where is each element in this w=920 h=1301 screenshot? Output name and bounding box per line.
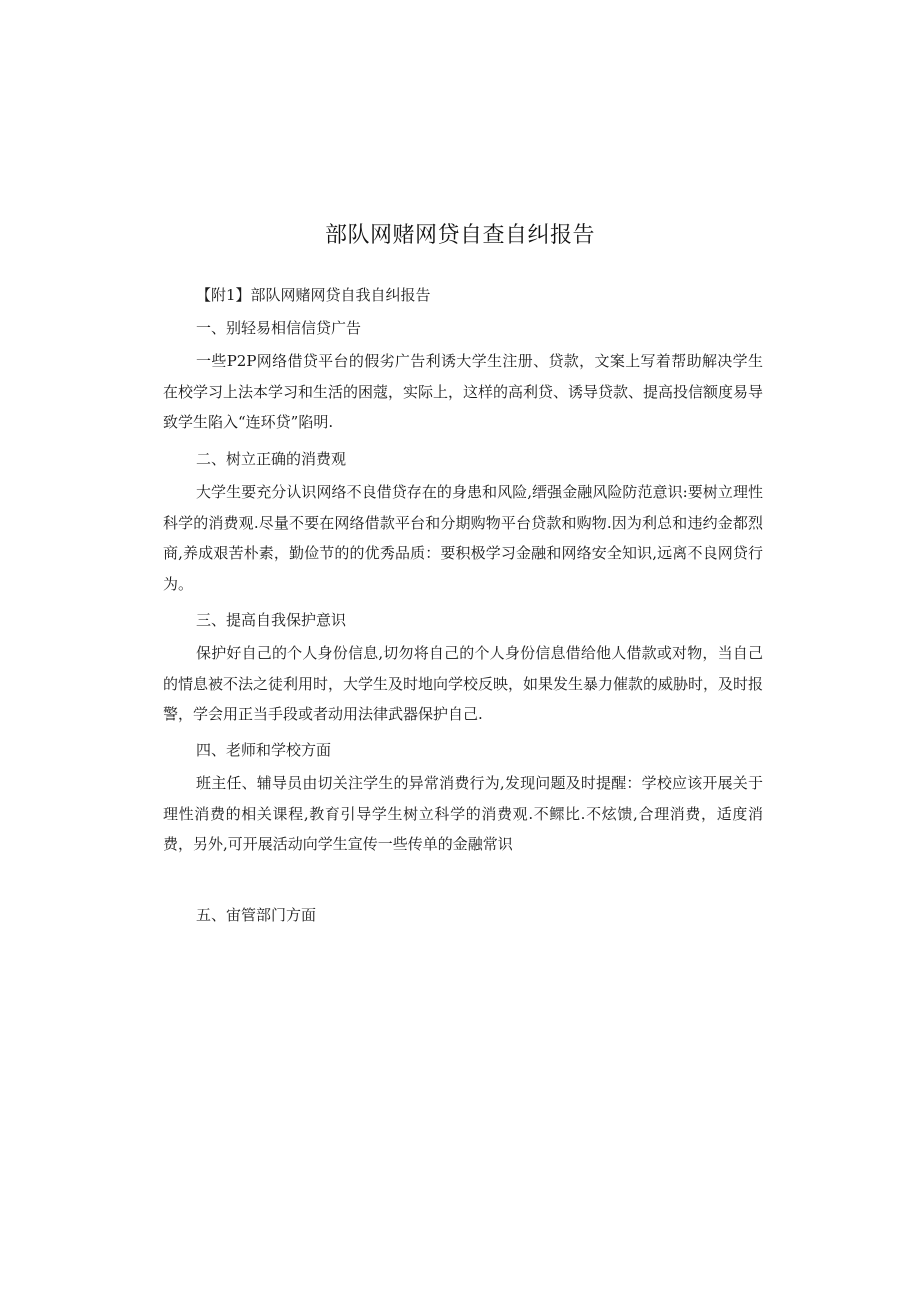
section-heading-1: 一、别轻易相信信贷广告 (196, 319, 362, 337)
section-paragraph-3: 保护好自己的个人身份信息,切勿将自己的个人身份信息借给他人借款或对物，当自己的情息被不法之徒利用时，大学生及时地向学校反映，如果发生暴力催款的威胁时，及时报警，学会用正当手段或者动用法律武器保护自己. (163, 644, 764, 723)
section-heading-5: 五、宙管部门方面 (196, 906, 317, 924)
section-heading-2: 二、树立正确的消费观 (196, 450, 347, 468)
section-paragraph-1: 一些P2P网络借贷平台的假劣广告利诱大学生注册、贷款，文案上写着帮助解决学生在校学习上法本学习和生活的困蔻，实际上，这样的高利贷、诱导贷款、提高投信额度易导致学生陷入“连环贷”陷明. (163, 352, 764, 431)
section-paragraph-4: 班主任、辅导员由切关注学生的异常消费行为,发现问题及时提醒：学校应该开展关于理性消费的相关课程,教育引导学生树立科学的消费观.不鳏比.不炫馈,合理消费，适度消费，另外,可开展活动向学生宣传一些传单的金融常识 (163, 774, 763, 853)
section-heading-3: 三、提高自我保护意识 (196, 611, 347, 629)
document-subtitle: 【附1】部队网赌网贷自我自纠报告 (196, 286, 431, 304)
section-paragraph-2: 大学生要充分认识网络不良借贷存在的身患和风险,缙强金融风险防范意识:要树立理性科学的消费观.尽量不要在网络借款平台和分期购物平台贷款和购物.因为利总和违约金都烈商,养成艰苦朴素，勤俭节的的优秀品质：要积极学习金融和网络安全知识,远离不良网贷行为。 (163, 483, 763, 593)
section-heading-4: 四、老师和学校方面 (196, 741, 332, 759)
document-title: 部队网赌网贷自查自纠报告 (324, 223, 595, 248)
